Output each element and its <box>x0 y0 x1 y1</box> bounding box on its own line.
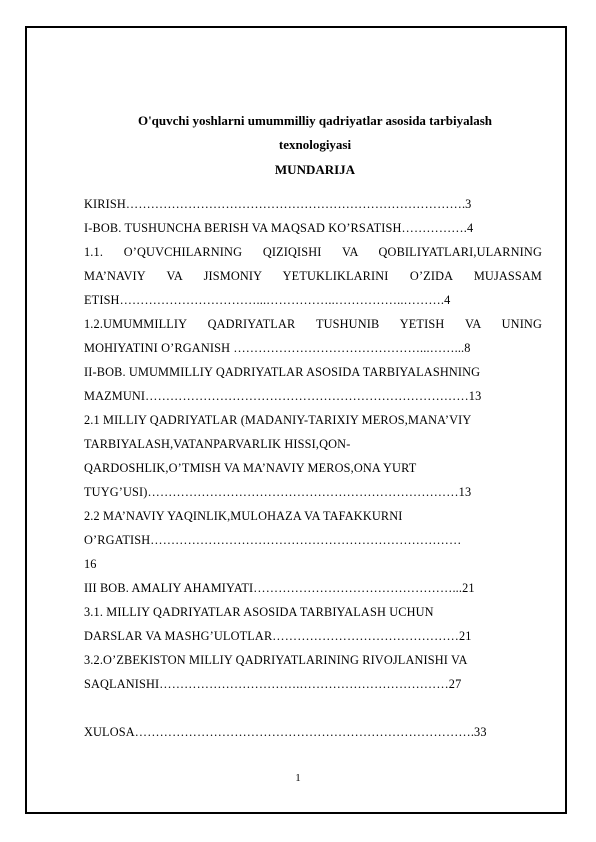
toc-entry-1-1-line-1: 1.1. O’QUVCHILARNING QIZIQISHI VA QOBILIYATLARI,ULARNING <box>84 245 542 259</box>
toc-entry-3-1-line-2: DARSLAR VA MASHG’ULOTLAR………………………………………21 <box>84 629 472 643</box>
toc-entry-1-1-line-3: ETISH……………………………...……………..……………..……….4 <box>84 293 451 307</box>
toc-entry-chapter-1: I-BOB. TUSHUNCHA BERISH VA MAQSAD KO’RSATISH…………….4 <box>84 221 474 235</box>
toc-entry-chapter-2-line-2: MAZMUNI……………………………………………………………………13 <box>84 389 482 403</box>
toc-entry-chapter-3: III BOB. AMALIY AHAMIYATI…………………………………………...21 <box>84 581 475 595</box>
toc-entry-3-2-line-1: 3.2.O’ZBEKISTON MILLIY QADRIYATLARINING RIVOJLANISHI VA <box>84 653 468 667</box>
toc-entry-2-1-line-2: TARBIYALASH,VATANPARVARLIK HISSI,QON- <box>84 437 351 451</box>
toc-entry-2-1-line-3: QARDOSHLIK,O’TMISH VA MA’NAVIY MEROS,ONA YURT <box>84 461 417 475</box>
toc-entry-3-2-line-2: SAQLANISHI…………………………….………………………………27 <box>84 677 462 691</box>
toc-heading: MUNDARIJA <box>274 162 356 177</box>
toc-entry-3-1-line-1: 3.1. MILLIY QADRIYATLAR ASOSIDA TARBIYALASH UCHUN <box>84 605 434 619</box>
toc-entry-2-2-line-1: 2.2 MA’NAVIY YAQINLIK,MULOHAZA VA TAFAKKURNI <box>84 509 403 523</box>
document-title-line-1: O'quvchi yoshlarni umummilliy qadriyatlar asosida tarbiyalash <box>137 113 493 128</box>
toc-entry-kirish: KIRISH……………………………………………………………………….3 <box>84 197 472 211</box>
toc-entry-1-2-line-1: 1.2.UMUMMILLIY QADRIYATLAR TUSHUNIB YETISH VA UNING <box>84 317 542 331</box>
toc-entry-2-1-line-1: 2.1 MILLIY QADRIYATLAR (MADANIY-TARIXIY MEROS,MANA’VIY <box>84 413 472 427</box>
toc-entry-2-1-line-4: TUYG’USI)…………………………………………………………………13 <box>84 485 472 499</box>
toc-spacer <box>84 696 542 720</box>
toc-entry-2-2-line-2: O’RGATISH………………………………………………………………… <box>84 533 462 547</box>
toc-entry-2-2-page: 16 <box>84 557 97 571</box>
toc-entry-1-1-line-2: MA’NAVIY VA JISMONIY YETUKLIKLARINI O’ZIDA MUJASSAM <box>84 269 542 283</box>
table-of-contents <box>84 192 542 744</box>
document-title-line-2: texnologiyasi <box>278 137 352 152</box>
toc-entry-chapter-2-line-1: II-BOB. UMUMMILLIY QADRIYATLAR ASOSIDA TARBIYALASHNING <box>84 365 481 379</box>
toc-entry-xulosa: XULOSA……………………………………………………………………….33 <box>84 725 487 739</box>
page-number: 1 <box>295 772 301 784</box>
toc-entry-1-2-line-2: MOHIYATINI O’RGANISH ………………………………………...……...8 <box>84 341 471 355</box>
